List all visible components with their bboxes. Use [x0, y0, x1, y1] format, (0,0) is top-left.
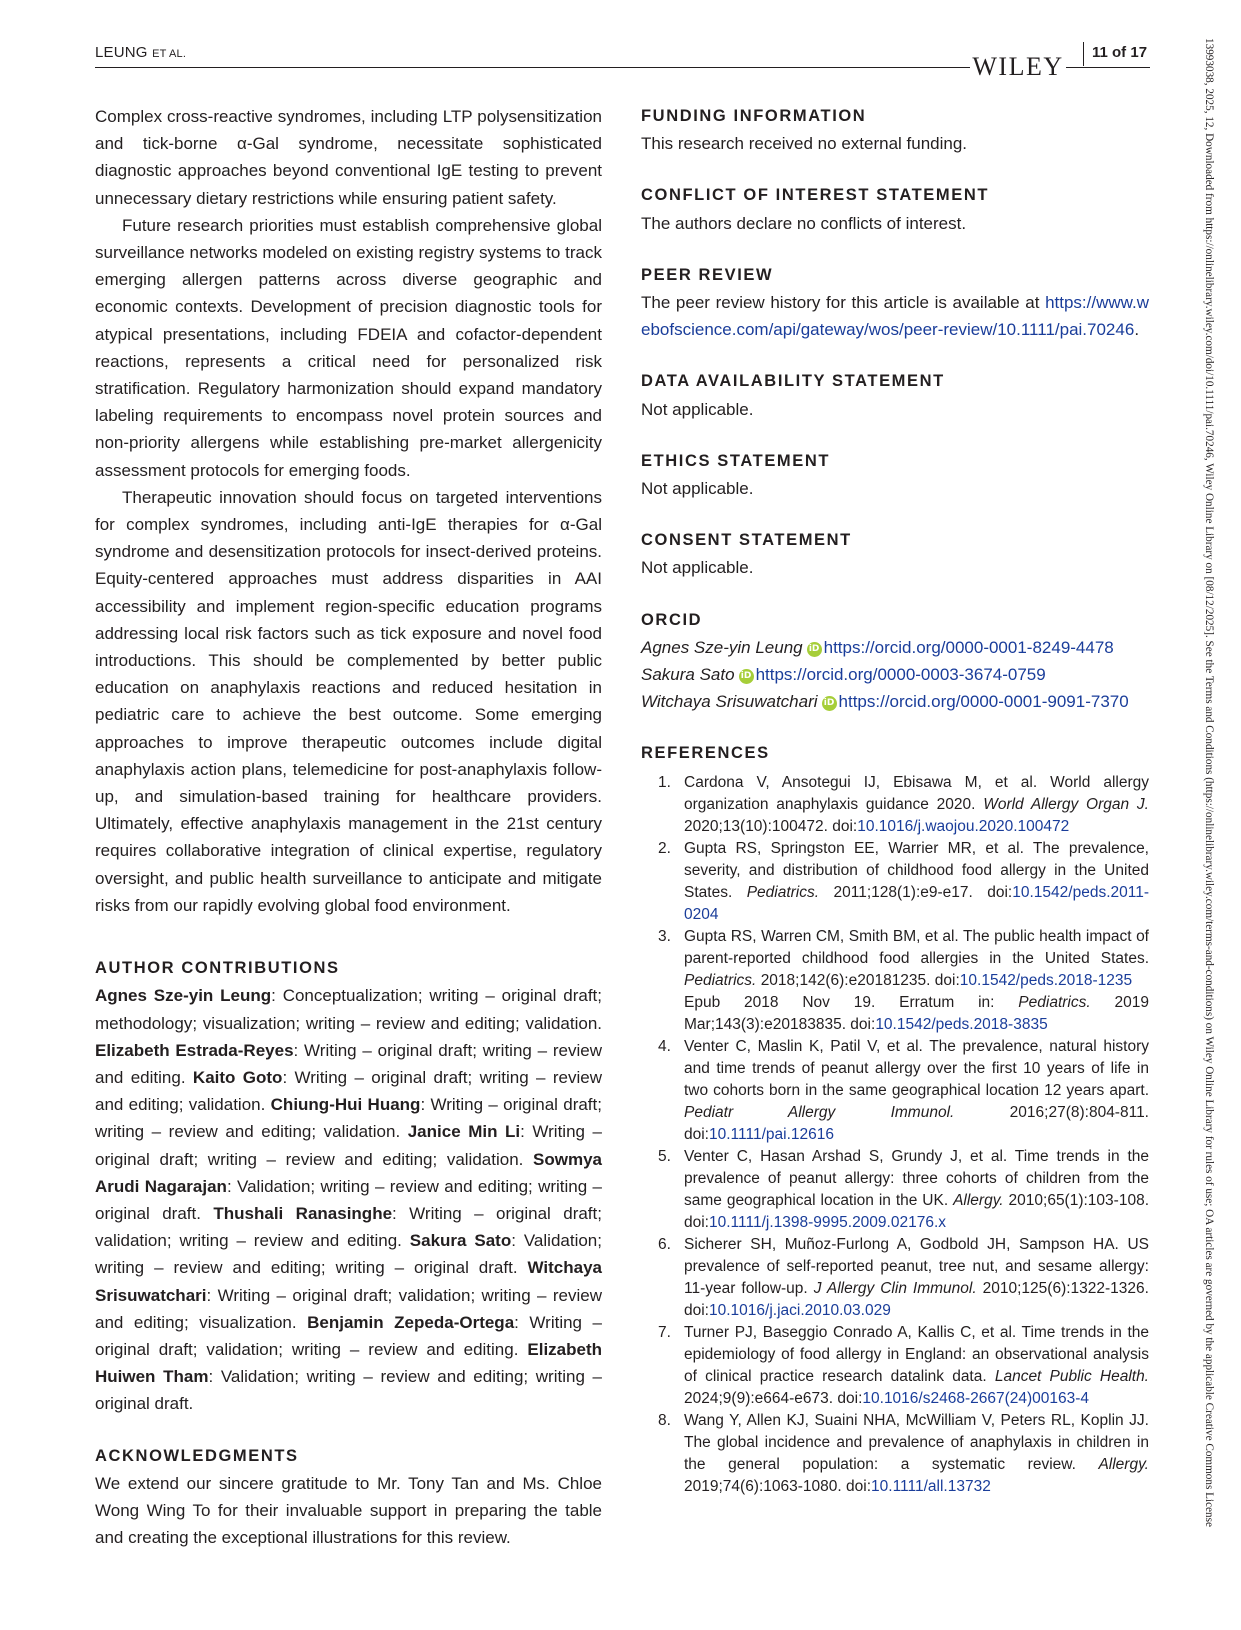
publisher-logo: WILEY [972, 52, 1064, 81]
reference-item: 6. Sicherer SH, Muñoz-Furlong A, Godbold JH, Sampson HA. US prevalence of self-reported peanut, tree nut, and sesame allergy: 11-year follow-up. J Allergy Clin Immunol. 2010;125(6):1322-1326. doi:10.1016/j.jaci.2010.03.029 [658, 1235, 1149, 1319]
orcid-link[interactable]: https://orcid.org/0000-0001-8249-4478 [823, 637, 1114, 657]
acknowledgments-heading: ACKNOWLEDGMENTS [95, 1446, 299, 1465]
reference-item-continuation: Epub 2018 Nov 19. Erratum in: Pediatrics. 2019 Mar;143(3):e20183835. doi:10.1542/peds.2018-3835 [684, 993, 1149, 1033]
paragraph: Therapeutic innovation should focus on targeted interventions for complex syndromes, including anti-IgE therapies for α-Gal syndrome and desensitization protocols for insect-derived proteins. Equity-centered approaches must address disparities in AAI accessibility and implement region-specific education programs addressing local risk factors such as tick exposure and novel food introductions. This should be complemented by better public education on anaphylaxis reactions and reduced hesitation in pediatric care to achieve the best outcome. Some emerging approaches to improve therapeutic outcomes include digital anaphylaxis action plans, telemedicine for post-anaphylaxis follow-up, and simulation-based training for healthcare providers. Ultimately, effective anaphylaxis management in the 21st century requires collaborative integration of clinical expertise, regulatory oversight, and public health surveillance to anticipate and mitigate risks from our rapidly evolving global food environment. [95, 487, 602, 915]
orcid-entry: Sakura Sato iD https://orcid.org/0000-0003-3674-0759 [641, 665, 1046, 685]
right-column [641, 103, 1149, 1498]
orcid-heading: ORCID [641, 610, 703, 629]
author-contributions-heading: AUTHOR CONTRIBUTIONS [95, 959, 340, 978]
header-rule [95, 67, 970, 68]
peer-review-link[interactable]: https://www.webofscience.com/api/gateway/wos/peer-review/10.1111/pai.70246 [641, 293, 1149, 340]
reference-list [641, 772, 1149, 1498]
orcid-icon[interactable]: iD [739, 669, 754, 684]
ethics-text: Not applicable. [641, 479, 754, 499]
header-rule-right [1066, 67, 1150, 68]
download-notice: 13993038, 2025, 12, Downloaded from https://onlinelibrary.wiley.com/doi/10.1111/pai.70246, Wiley Online Library on [08/12/2025]. See the Terms and Conditions (https://onlinelibrary.wiley.com/terms-and-conditions) on Wiley Online Library for rules of use; OA articles are governed by the applicable Creative Commons License [1203, 38, 1215, 1527]
ethics-heading: ETHICS STATEMENT [641, 451, 831, 470]
reference-item: 3. Gupta RS, Warren CM, Smith BM, et al. The public health impact of parent-reported childhood food allergies in the United States. Pediatrics. 2018;142(6):e20181235. doi:10.1542/peds.2018-1235 [658, 927, 1149, 989]
reference-item: 4. Venter C, Maslin K, Patil V, et al. The prevalence, natural history and time trends of peanut allergy over the first 10 years of life in two cohorts born in the same geographical location 12 years apart. Pediatr Allergy Immunol. 2016;27(8):804-811. doi:10.1111/pai.12616 [658, 1037, 1149, 1143]
doi-link[interactable]: 10.1111/all.13732 [871, 1477, 991, 1495]
reference-item: 8. Wang Y, Allen KJ, Suaini NHA, McWilliam V, Peters RL, Koplin JJ. The global incidence and prevalence of anaphylaxis in children in the general population: a systematic review. Allergy. 2019;74(6):1063-1080. doi:10.1111/all.13732 [658, 1411, 1149, 1495]
doi-link[interactable]: 10.1542/peds.2018-1235 [959, 971, 1133, 989]
orcid-icon[interactable]: iD [807, 642, 822, 657]
coi-heading: CONFLICT OF INTEREST STATEMENT [641, 186, 990, 205]
paragraph: Complex cross-reactive syndromes, including LTP polysensitization and tick-borne α-Gal syndrome, necessitate sophisticated diagnostic approaches beyond conventional IgE testing to prevent unnecessary dietary restrictions while ensuring patient safety. [95, 107, 602, 208]
funding-heading: FUNDING INFORMATION [641, 107, 867, 125]
reference-item: 7. Turner PJ, Baseggio Conrado A, Kallis C, et al. Time trends in the epidemiology of food allergy in England: an observational analysis of clinical practice research datalink data. Lancet Public Health. 2024;9(9):e664-e673. doi:10.1016/s2468-2667(24)00163-4 [658, 1323, 1149, 1407]
consent-text: Not applicable. [641, 558, 754, 578]
doi-link[interactable]: 10.1111/j.1398-9995.2009.02176.x [709, 1213, 947, 1231]
doi-link[interactable]: 10.1016/s2468-2667(24)00163-4 [862, 1389, 1090, 1407]
consent-heading: CONSENT STATEMENT [641, 531, 852, 550]
peer-review-heading: PEER REVIEW [641, 265, 774, 284]
references-heading: REFERENCES [641, 744, 770, 763]
reference-item: 5. Venter C, Hasan Arshad S, Grundy J, et al. Time trends in the prevalence of peanut allergy: three cohorts of children from the same geographical location in the UK. Allergy. 2010;65(1):103-108. doi:10.1111/j.1398-9995.2009.02176.x [658, 1147, 1149, 1231]
doi-link[interactable]: 10.1016/j.jaci.2010.03.029 [709, 1301, 891, 1319]
orcid-entry: Agnes Sze-yin Leung iD https://orcid.org/0000-0001-8249-4478 [641, 637, 1114, 657]
page-number: 11 of 17 [1092, 44, 1148, 61]
orcid-entry: Witchaya Srisuwatchari iD https://orcid.org/0000-0001-9091-7370 [641, 692, 1129, 712]
orcid-link[interactable]: https://orcid.org/0000-0003-3674-0759 [755, 665, 1046, 685]
doi-link[interactable]: 10.1111/pai.12616 [709, 1125, 834, 1143]
doi-link[interactable]: 10.1542/peds.2018-3835 [875, 1015, 1048, 1033]
paragraph: Future research priorities must establish comprehensive global surveillance networks modeled on existing registry systems to track emerging allergen patterns across diverse geographic and economic contexts. Development of precision diagnostic tools for atypical presentations, including FDEIA and cofactor-dependent reactions, represents a critical need for personalized risk stratification. Regulatory harmonization should expand mandatory labeling requirements to encompass novel protein sources and non-priority allergens while establishing pre-market allergenicity assessment protocols for emerging foods. [95, 215, 602, 480]
reference-item: 2. Gupta RS, Springston EE, Warrier MR, et al. The prevalence, severity, and distribution of childhood food allergy in the United States. Pediatrics. 2011;128(1):e9-e17. doi:10.1542/peds.2011-0204 [658, 839, 1149, 923]
doi-link[interactable]: 10.1016/j.waojou.2020.100472 [857, 817, 1070, 835]
orcid-link[interactable]: https://orcid.org/0000-0001-9091-7370 [838, 692, 1129, 712]
reference-item: 1. Cardona V, Ansotegui IJ, Ebisawa M, et al. World allergy organization anaphylaxis guidance 2020. World Allergy Organ J. 2020;13(10):100472. doi:10.1016/j.waojou.2020.100472 [658, 773, 1149, 835]
running-header-author: LEUNG ET AL. [95, 44, 187, 61]
peer-review-text: The peer review history for this article is available at https://www.webofscience.com/api/gateway/wos/peer-review/10.1111/pai.70246. [641, 293, 1149, 340]
acknowledgments-text: We extend our sincere gratitude to Mr. Tony Tan and Ms. Chloe Wong Wing To for their invaluable support in preparing the table and creating the exceptional illustrations for this review. [95, 1473, 602, 1548]
doi-link[interactable]: 10.1542/peds.2011-0204 [684, 883, 1149, 923]
data-availability-heading: DATA AVAILABILITY STATEMENT [641, 372, 945, 391]
coi-text: The authors declare no conflicts of interest. [641, 213, 967, 233]
orcid-icon[interactable]: iD [822, 696, 837, 711]
data-availability-text: Not applicable. [641, 399, 754, 419]
author-contributions-text: Agnes Sze-yin Leung: Conceptualization; writing – original draft; methodology; visualization; writing – review and editing; validation. Elizabeth Estrada-Reyes: Writing – original draft; writing – review and editing. Kaito Goto: Writing – original draft; writing – review and editing; validation. Chiung-Hui Huang: Writing – original draft; writing – review and editing; validation. Janice Min Li: Writing – original draft; writing – review and editing; validation. Sowmya Arudi Nagarajan: Validation; writing – review and editing; writing – original draft. Thushali Ranasinghe: Writing – original draft; validation; writing – review and editing. Sakura Sato: Validation; writing – review and editing; writing – original draft. Witchaya Srisuwatchari: Writing – original draft; validation; writing – review and editing; visualization. Benjamin Zepeda-Ortega: Writing – original draft; validation; writing – review and editing. Elizabeth Huiwen Tham: Validation; writing – review and editing; writing – original draft. [95, 986, 603, 1414]
page-separator [1083, 42, 1084, 66]
funding-text: This research received no external funding. [641, 134, 968, 154]
left-column [95, 103, 602, 1551]
